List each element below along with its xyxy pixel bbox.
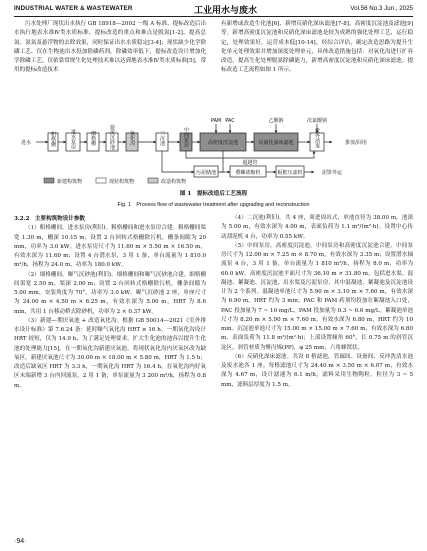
node-fine-screen: 细格栅: [90, 130, 96, 146]
chem-pac: PAC: [225, 118, 235, 124]
node-discharge: 排放/回用: [345, 140, 367, 146]
node-mid-pump: 中间泵房: [183, 127, 189, 147]
legend-new: 新建构筑物: [57, 179, 83, 185]
issue-info: Vol.56 No.3 Jun., 2025: [350, 5, 413, 12]
body-paragraph: （3）新建—期厌氧池 + 改造氧化沟。根据 GB 50014—2021《室外排水设计标准》第 7.6.24 条：延时曝气氧化沟 HRT ≥ 16 h。一期氧化沟设计 HRT 较短，仅为 14.9 h，为了满足处理要求，扩大生化池的池容以提升生化池的处理能力[15]。在一期氧化沟新建厌氧池，将现状氧化沟内厌氧区改为缺氧区。新建厌氧池尺寸为 30.00 m × 18.00 m × 5.80 m，HRT 为 1.5 h；改造后缺氧区 HRT 为 3.3 h，一期氧化沟 HRT 为 16.4 h。在氧化沟内好氧区末端新增 3 台内回流泵，2 用 1 备，单泵流量为 3 200 m³/h，扬程为 0.8 m。: [14, 317, 206, 389]
legend-upgraded: 改造构筑物: [161, 179, 187, 185]
journal-chinese-name: 工业用水与废水: [194, 6, 258, 16]
chem-acetate: 乙酸钠: [268, 118, 284, 124]
node-inlet: 进水: [20, 140, 32, 146]
process-flow-figure: [14, 112, 413, 210]
section-left-column: [14, 214, 206, 391]
body-paragraph: （6）反硝化深床滤池。共设 8 格滤池，管廊间、设备间、反冲洗清水池及废水池各 1 座。每格滤池尺寸为 24.40 m × 3.50 m × 6.07 m，有效水深为 4.67 m，设计滤速为 6.1 m/h，滤料采用生物陶粒，粒径为 3 ~ 5 mm，滤料层厚度为 1.5 m。: [221, 353, 413, 388]
node-filter-press: 板框压滤机: [277, 170, 303, 176]
figure-caption-en: Fig. 1 Process flow of wastewater treatment after upgrading and reconstruction: [117, 202, 310, 208]
section-right-column: [221, 214, 413, 390]
node-hd-clarifier: 高密度沉淀池: [207, 140, 239, 146]
body-paragraph: （5）中间泵房、高密度沉淀池。中间泵房和高密度沉淀池合建。中间泵房尺寸为 12.00 m × 7.25 m × 8.70 m，有效水深为 3.35 m；设置潜水轴流泵 4 台，3 用 1 备，单台流量为 1 810 m³/h，扬程为 8.0 m，功率为 60.0 kW。高密度沉淀池平面尺寸为 36.10 m × 31.80 m，包括进水渠、混凝池、絮凝池、沉淀池、出水渠及污泥泵房，其中混凝池、絮凝池及沉淀池设计为 2 个系列。混凝池单池尺寸为 5.90 m × 3.10 m × 7.60 m，有效水深为 6.90 m，HRT 约为 3 min；PAC 和 PAM 药剂均投加在絮凝池入口处，PAC 投加量为 7 ~ 10 mg/L，PAM 投加量为 0.3 ~ 0.6 mg/L。絮凝池单池尺寸为 8.20 m × 5.90 m × 7.60 m，有效水深为 6.80 m，HRT 约为 10 min。沉淀池单池尺寸为 15.00 m × 15.00 m × 7.60 m，有效水深为 6.80 m，表面负荷为 11.8 m³/(m²·h)；上部设置倾角 60°、长 0.75 m 的斜管沉淀区，斜管材质为聚丙烯(PP)，φ 25 mm，六角蜂窝状。: [221, 242, 413, 351]
intro-left-column: [14, 20, 206, 76]
intro-paragraph-continued: 有新增或改造生化池[6]、新增反硝化深床滤池[7-8]、高密度沉淀池及滤池[9]等。新增高密度沉淀池和反硝化深床滤池是较为成熟的强化处理工艺，运行稳定，处理效果好，运营成本低[10-14]。经综合评估，确定改造思路为提升生化单元处理效果并增加深度处理单元，具体改造措施包括：对氧化沟进行扩容改造，提高生化处理脱氮除磷能力，新增高密度沉淀池和反硝化深床滤池。提标改造工艺流程如图 1 所示。: [221, 21, 413, 74]
node-uv: 紫外消毒: [314, 128, 320, 148]
legend-existing-swatch: [96, 178, 106, 183]
legend-upgraded-swatch: [148, 178, 158, 183]
node-lift-pump: 进水泵房: [70, 129, 76, 149]
node-thickener: 叠螺浓缩机: [235, 170, 261, 176]
legend-new-swatch: [44, 178, 54, 183]
process-flow-diagram: [14, 112, 413, 188]
node-grit-chamber: 旋流沉砂池: [109, 124, 115, 150]
figure-caption-cn: 图 1 提标改造后工艺流程: [179, 191, 248, 197]
intro-paragraph: 污水处理厂现状出水执行 GB 18918—2002 一级 A 标准，提标改造后出水执行地表水准Ⅳ类水质标准，提标改造的重点和难点是脱氮[1-2]、提高总氮、氨氮及悬浮物的去除效果，同时保证出水水质稳定[3-4]；现状缺少化学除磷工艺，仅在生物池出水投加除磷药剂，除磷效率低下，提标改造设计增加化学除磷工艺。仅依靠常规生化处理技术难以达到地表水准Ⅳ类水质标准[5]，常用的提标改造技术: [14, 21, 206, 74]
running-header: [14, 4, 413, 17]
node-oxidation-ditch: 氧化沟: [129, 130, 135, 146]
node-sludge-cake: 泥饼外运: [321, 170, 343, 176]
bypass-label: 超越管: [242, 160, 258, 166]
legend-existing: 现状构筑物: [109, 179, 135, 185]
journal-english-name: INDUSTRIAL WATER & WASTEWATER: [14, 5, 133, 12]
body-paragraph: （1）粗格栅间、进水泵房(利旧)。粗格栅间和进水泵房合建。粗格栅间渠宽 1.30 m，栅深 10.15 m；设置 2 台回转式格栅除污机，栅条间隙为 20 mm，功率为 3.0 kW。进水泵房尺寸为 11.60 m × 5.50 m × 16.50 m，有效水深为 11.60 m；设置 4 台潜水泵，3 用 1 备，单台流量为 1 810.0 m³/h，扬程为 24.0 m，功率为 180.0 kW。: [14, 225, 206, 269]
body-paragraph: （4）二沉池(利旧)。共 4 座，周进周出式，单池直径为 38.00 m，池深为 5.00 m，有效水深为 4.00 m，表面负荷为 1.1 m³/(m²·h)。设置中心传动刮泥机 4 台，功率为 0.55 kW。: [221, 215, 413, 240]
node-secondary-clarifier: 二沉池: [159, 130, 165, 146]
chem-hypochlorite: 次氯酸钠: [306, 118, 328, 124]
node-coarse-screen: 粗格栅: [50, 131, 56, 147]
node-sludge-pool: 污泥储池: [195, 170, 217, 176]
chem-pam: PAM: [210, 118, 222, 124]
page-number: ·94·: [14, 538, 27, 545]
section-heading: 3.2.2 主要构筑物设计参数: [14, 216, 85, 222]
body-paragraph: （2）细格栅间、曝气沉砂池(利旧)。细格栅间和曝气沉砂池合建。细格栅间渠宽 2.50 m，渠深 2.00 m；设置 2 台回转式格栅除污机，栅条间隙为 5.00 mm，安装角度为 70°，功率为 3.0 kW。曝气沉砂池 2 座，单座尺寸为 24.00 m × 4.50 m × 6.25 m，有效水深为 5.00 m，HRT 为 8.6 min，共用 1 台移动桥式除砂机，功率为 2 × 0.37 kW。: [14, 271, 206, 315]
node-denitrification-filter: 反硝化深床滤池: [258, 140, 294, 146]
intro-right-column: [221, 20, 413, 76]
